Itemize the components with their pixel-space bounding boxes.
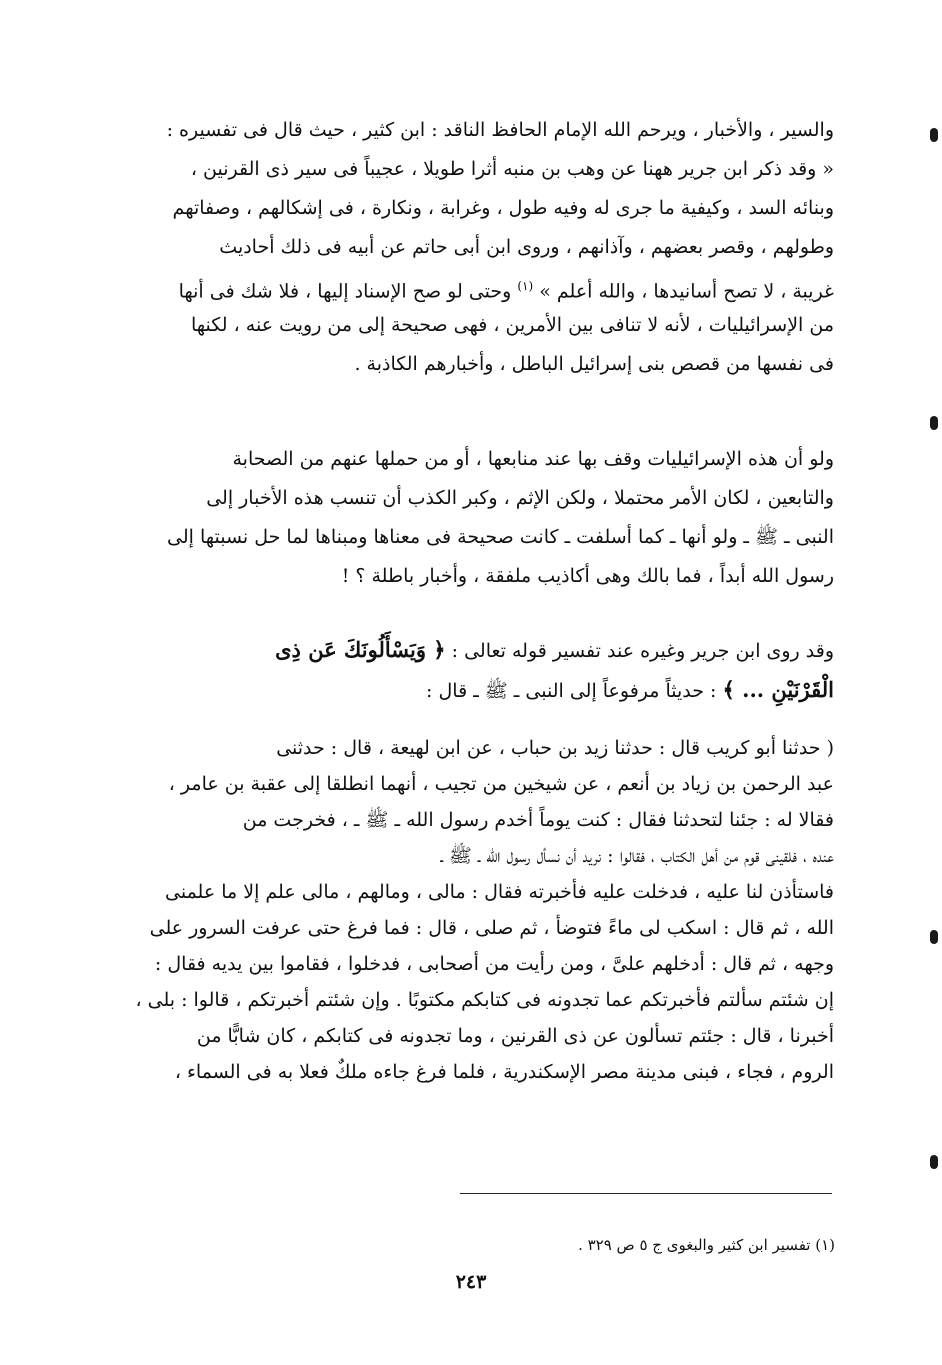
binding-hole-mark [930,930,938,944]
page-number: ٢٤٣ [455,1271,487,1293]
footnote-reference: (١) [517,279,534,293]
text-line: من الإسرائيليات ، لأنه لا تنافى بين الأمرين ، فهى صحيحة إلى من رويت عنه ، لكنها [191,314,834,336]
paragraph-ibn-kathir [118,111,834,384]
text-line: والسير ، والأخبار ، ويرحم الله الإمام الحافظ الناقد : ابن كثير ، حيث قال فى تفسيره : [166,119,834,141]
text-line: ولو أن هذه الإسرائيليات وقف بها عند منابعها ، أو من حملها عنهم من الصحابة [232,448,834,470]
footnote: (١) تفسير ابن كثير والبغوى ج ٥ ص ٣٢٩ . [578,1236,835,1254]
text-segment: غريبة ، لا تصح أسانيدها ، والله أعلم » [539,280,834,303]
text-line: النبى ـ ﷺ ـ ولو أنها ـ كما أسلفت ـ كانت صحيحة فى معناها ومبناها لما حل نسبتها إلى [167,526,834,548]
footnote-separator [460,1193,832,1194]
text-line: الروم ، فجاء ، فبنى مدينة مصر الإسكندرية ، فلما فرغ جاءه ملكٌ فعلا به فى السماء ، [174,1061,834,1083]
paragraph-hadith [118,730,834,1090]
text-line: أخبرنا ، قال : جئتم تسألون عن ذى القرنين ، وما تجدونه فى كتابكم ، كان شابًّا من [196,1025,834,1047]
binding-hole-mark [930,128,938,142]
text-line: فقالا له : جئنا لتحدثنا فقال : كنت يوماً أخدم رسول الله ـ ﷺ ـ ، فخرجت من [242,809,834,831]
text-line: رسول الله أبداً ، فما بالك وهى أكاذيب ملفقة ، وأخبار باطلة ؟ ! [341,565,834,587]
text-line: إن شئتم سألتم فأخبرتكم عما تجدونه فى كتابكم مكتوبًا . وإن شئتم أخبرتكم ، قالوا : بلى ، [135,989,834,1011]
text-line: « وقد ذكر ابن جرير ههنا عن وهب بن منبه أثرا طويلا ، عجيباً فى سير ذى القرنين ، [190,158,834,180]
text-line-with-footnote [118,267,834,306]
text-line: وجهه ، ثم قال : أدخلهم علىَّ ، ومن رأيت من أصحابى ، فدخلوا ، فقاموا بين يديه فقال : [154,953,834,975]
paragraph-israiliyyat [118,440,834,596]
text-segment: وقد روى ابن جرير وغيره عند تفسير قوله تعالى : [451,640,834,662]
quran-verse: الْقَرْنَيْنِ ... ﴾ [722,677,834,702]
text-line: والتابعين ، لكان الأمر محتملا ، ولكن الإثم ، وكبر الكذب أن تنسب هذه الأخبار إلى [206,487,834,509]
text-line: وطولهم ، وقصر بعضهم ، وآذانهم ، وروى ابن أبى حاتم عن أبيه فى ذلك أحاديث [219,236,834,258]
text-line [118,670,834,710]
text-segment: : حديثاً مرفوعاً إلى النبى ـ ﷺ ـ قال : [426,680,717,702]
text-line: الله ، ثم قال : اسكب لى ماءً فتوضأ ، ثم صلى ، قال : فما فرغ حتى عرفت السرور على [149,917,834,939]
text-line: فى نفسها من قصص بنى إسرائيل الباطل ، وأخبارهم الكاذبة . [354,353,834,375]
text-line [118,630,834,670]
text-line: فاستأذن لنا عليه ، فدخلت عليه فأخبرته فقال : مالى ، ومالهم ، مالى علم إلا ما علمنى [165,881,834,903]
text-line: ( حدثنا أبو كريب قال : حدثنا زيد بن حباب ، عن ابن لهيعة ، قال : حدثنى [276,737,834,759]
binding-hole-mark [930,416,938,430]
text-line: عنده ، فلقينى قوم من أهل الكتاب ، فقالوا : نريد أن نسأل رسول الله ـ ﷺ ـ [440,845,834,867]
quran-verse: ﴿ وَيَسْأَلُونَكَ عَن ذِى [275,637,446,662]
paragraph-quran-citation [118,630,834,710]
text-segment: وحتى لو صح الإسناد إليها ، فلا شك فى أنها [178,280,512,303]
binding-hole-mark [930,1155,938,1169]
text-line: وبنائه السد ، وكيفية ما جرى له وفيه طول ، وغرابة ، ونكارة ، فى إشكالهم ، وصفاتهم [172,197,834,219]
text-line: عبد الرحمن بن زياد بن أنعم ، عن شيخين من تجيب ، أنهما انطلقا إلى عقبة بن عامر ، [168,773,834,795]
